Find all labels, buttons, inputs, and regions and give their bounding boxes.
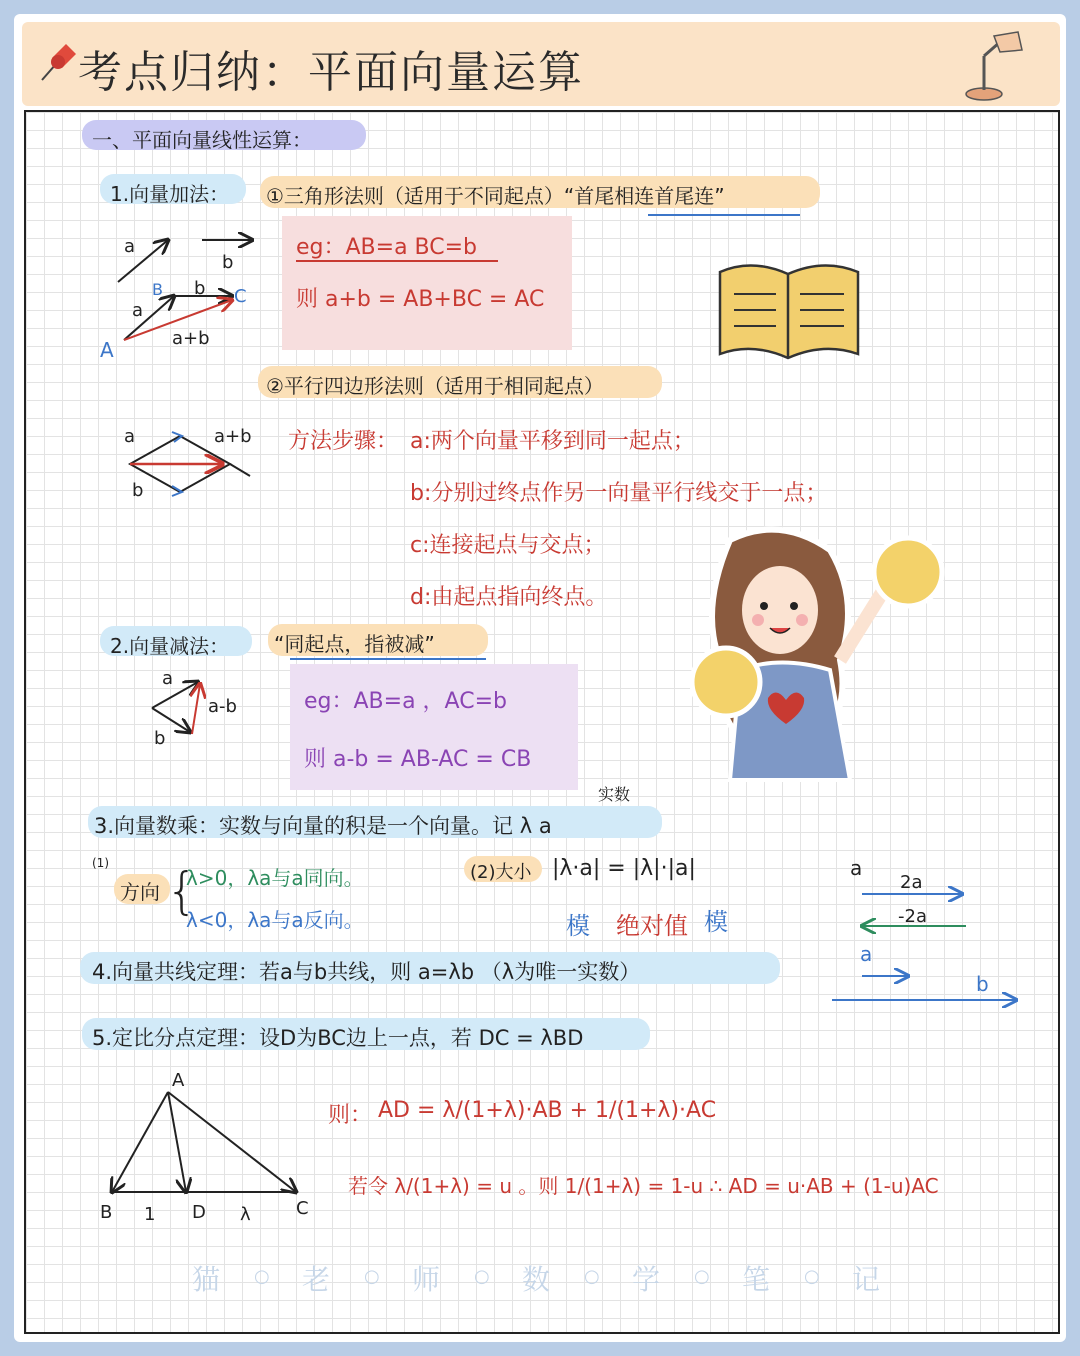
parallelogram-label-a: a [124,426,136,447]
triangle-label-A: A [172,1070,185,1091]
desk-lamp-icon [960,28,1030,102]
section-point-triangle [100,1080,320,1200]
side-label-b2: b [976,972,989,996]
subtraction-rule-underline [290,658,486,660]
footer-char: 学 [632,1263,661,1296]
direction-positive: λ>0，λa与a同向。 [186,866,364,890]
step-c: c:连接起点与交点； [410,533,606,558]
subtraction-label: 2.向量减法： [110,634,230,658]
diagram-label-sum: a+b [172,328,210,349]
footer-char: 老 [302,1263,331,1296]
side-label-neg2a: -2a [898,906,927,927]
result2-formula: 若令 λ/(1+λ) = u 。则 1/(1+λ) = 1-u ∴ AD = u·AB + (1-u)AC [348,1174,939,1198]
direction-label: 方向 [120,880,160,904]
subtraction-eg-line1: eg：AB=a ，AC=b [304,689,507,714]
diagram-label-b2: b [194,278,206,299]
triangle-label-D: D [192,1202,206,1223]
scalar-label: 3.向量数乘：实数与向量的积是一个向量。记 λ a [94,814,552,838]
diagram-label-a: a [124,236,136,257]
footer-dot: ○ [474,1266,490,1287]
result1-formula: AD = λ/(1+λ)·AB + 1/(1+λ)·AC [378,1098,717,1123]
parallelogram-label-sum: a+b [214,426,252,447]
collinear-label: 4.向量共线定理：若a与b共线，则 a=λb （λ为唯一实数） [92,960,641,984]
size-note-modulus-2: 模 [704,908,728,936]
subtraction-label-a: a [162,668,174,689]
direction-index: (1) [92,856,109,870]
scalar-annotation: 实数 [598,785,631,804]
footer-char: 记 [852,1263,881,1296]
footer-dot: ○ [694,1266,710,1287]
addition-eg-line1: eg：AB=a BC=b [296,235,478,260]
footer-dot: ○ [254,1266,270,1287]
side-label-a2: a [860,942,873,966]
triangle-label-C: C [296,1198,309,1219]
result1-prefix: 则： [328,1103,373,1128]
subtraction-eg-line2: 则 a-b = AB-AC = CB [304,747,532,772]
section-title: 一、平面向量线性运算： [92,128,312,152]
size-formula: |λ·a| = |λ|·|a| [552,856,696,881]
rule2-text: ②平行四边形法则（适用于相同起点） [266,374,604,398]
direction-negative: λ<0，λa与a反向。 [186,908,364,932]
scalar-side-diagram [826,880,1026,1010]
diagram-label-b: b [222,252,234,273]
size-note-modulus-1: 模 [566,912,590,940]
cheerleader-girl-illustration [690,520,960,790]
triangle-label-B: B [100,1202,113,1223]
rule1-underline [648,214,800,216]
addition-eg-underline [296,260,498,262]
size-label: (2)大小 [470,862,532,883]
point-label-B: B [152,280,163,299]
subtraction-rule: “同起点，指被减” [274,632,435,656]
point-label-A: A [100,338,114,362]
triangle-label-one: 1 [144,1204,156,1225]
footer-dot: ○ [804,1266,820,1287]
side-label-2a: 2a [900,872,923,893]
subtraction-label-b: b [154,728,166,749]
side-label-a: a [850,856,863,880]
footer-char: 笔 [742,1263,771,1296]
step-a: a:两个向量平移到同一起点； [410,429,695,454]
footer-dot: ○ [584,1266,600,1287]
footer-char: 师 [412,1263,441,1296]
pushpin-icon [36,40,80,86]
open-book-icon [716,258,862,368]
addition-eg-line2: 则 a+b = AB+BC = AC [296,287,545,312]
triangle-label-lambda: λ [240,1204,251,1225]
point-label-C: C [234,286,247,307]
parallelogram-label-b: b [132,480,144,501]
rule1-text: ①三角形法则（适用于不同起点）“首尾相连首尾连” [266,184,725,208]
step-b: b:分别过终点作另一向量平行线交于一点； [410,481,828,506]
subtraction-label-diff: a-b [208,696,237,717]
direction-brace: { [166,862,198,920]
footer-char: 猫 [192,1263,221,1296]
footer-char: 数 [522,1263,551,1296]
page-title: 考点归纳：平面向量运算 [78,47,584,98]
size-note-absolute: 绝对值 [616,912,688,940]
section-point-label: 5.定比分点定理：设D为BC边上一点，若 DC = λBD [92,1026,584,1050]
steps-title: 方法步骤： [288,429,399,454]
diagram-label-a2: a [132,300,144,321]
footer-dot: ○ [364,1266,380,1287]
addition-label: 1.向量加法： [110,182,230,206]
step-d: d:由起点指向终点。 [410,585,608,610]
